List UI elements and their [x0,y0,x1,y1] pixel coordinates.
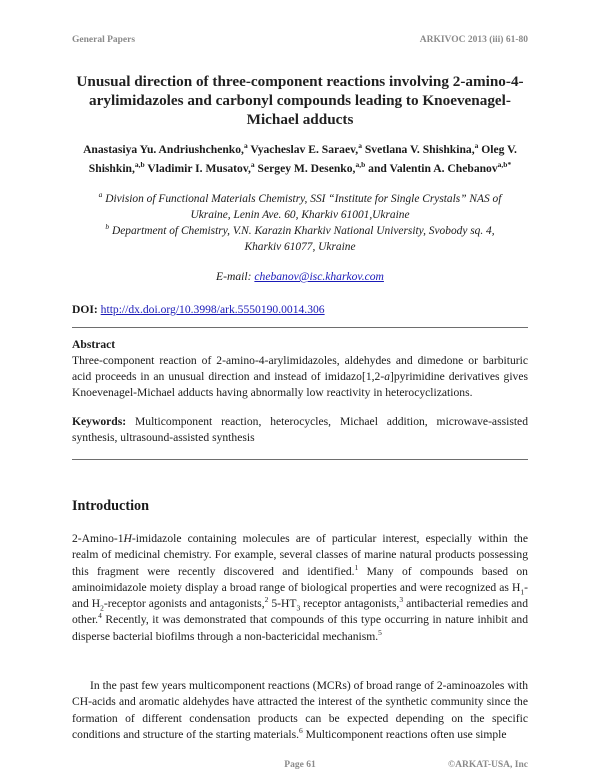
doi-link[interactable]: http://dx.doi.org/10.3998/ark.5550190.0014.306 [100,303,325,316]
author-name: Vyacheslav E. Saraev, [250,143,359,156]
subscript: 2 [100,603,104,613]
keywords [72,414,528,446]
footnote-ref: 6 [298,726,303,736]
text-run: -receptor agonists and antagonists, [103,597,265,611]
affiliation-mark: b [105,222,110,232]
abstract-heading: Abstract [72,338,116,351]
corresponding-email [72,270,528,283]
author-affil-mark: a [243,141,248,151]
doi-line [72,303,325,316]
text-run: 5-HT [268,597,297,611]
author-name: Vladimir I. Musatov, [147,162,251,175]
keywords-text: Multicomponent reaction, heterocycles, Michael addition, microwave-assisted synthesis, ultrasound-assisted synthesis [72,415,528,445]
article-title: Unusual direction of three-component reactions involving 2-amino-4-arylimidazoles and carbonyl compounds leading to Knoevenagel-Michael adducts [76,73,524,128]
text-run: 2-Amino-1 [72,532,124,545]
running-header-right: ARKIVOC 2013 (iii) 61-80 [419,35,528,45]
running-header-left: General Papers [72,35,136,45]
affiliation-b [90,223,510,255]
author-list [72,140,528,178]
abstract-text [72,353,528,402]
text-run-italic: H [123,532,132,545]
email-label: E-mail: [216,270,255,283]
text-run: -imidazole containing molecules are of particular interest, especially within the realm of medicinal chemistry. For example, several classes of marine natural products possessing this fragment were recently discovered and identified. [72,532,528,578]
author-affil-mark: a [358,141,362,151]
author-name: Oleg V. Shishkin, [88,143,517,175]
footnote-ref: 2 [264,595,269,605]
keywords-label: Keywords: [72,415,127,428]
introduction-heading: Introduction [72,498,149,514]
text-run: - and H [72,580,528,611]
abstract-top-divider [72,327,528,328]
author-affil-mark: a,b [355,160,366,170]
introduction-paragraph-1 [72,531,528,645]
doi-label: DOI: [72,303,101,316]
abstract-text-part: Three-component reaction of 2-amino-4-arylimidazoles, aldehydes and dimedone or barbituric acid proceeds in an unusual direction and instead of imidazo[1,2- [72,354,528,384]
text-run: antibacterial remedies and other. [72,597,528,627]
copyright-notice: ©ARKAT-USA, Inc [448,760,528,770]
abstract-text-italic: a [384,370,390,384]
abstract-text-part: ]pyrimidine derivatives gives Knoevenagel-Michael adducts having abnormally low reactivity in heterocyclizations. [72,370,528,400]
email-link[interactable]: chebanov@isc.kharkov.com [254,270,384,283]
introduction-paragraph-2 [72,678,528,743]
page-number: Page 61 [284,760,316,770]
author-name: Svetlana V. Shishkina, [364,143,475,156]
footnote-ref: 4 [98,611,102,621]
text-run: receptor antagonists, [300,597,400,611]
author-name: Sergey M. Desenko, [257,162,356,175]
subscript: 1 [520,587,525,597]
author-affil-mark: a,b [134,160,145,170]
footnote-ref: 5 [378,627,382,637]
author-name: Anastasiya Yu. Andriushchenko, [83,143,244,156]
affiliation-a [90,191,510,223]
affiliation-text: Department of Chemistry, V.N. Karazin Kharkiv National University, Svobody sq. 4, Kharkiv 61077, Ukraine [109,225,495,253]
author-affil-mark: a,b* [497,160,512,170]
abstract-bottom-divider [72,459,528,460]
text-run: Multicomponent reactions often use simple [302,727,507,741]
footnote-ref: 3 [399,595,404,605]
subscript: 3 [296,603,301,613]
text-run: Many of compounds based on aminoimidazole moiety display a broad range of biological properties and were recognized as H [72,564,528,594]
affiliation-text: Division of Functional Materials Chemistry, SSI “Institute for Single Crystals” NAS of Ukraine, Lenin Ave. 60, Kharkiv 61001,Ukraine [102,193,502,221]
text-run: In the past few years multicomponent reactions (MCRs) of broad range of 2-aminoazoles with CH-acids and aromatic aldehydes have attracted the interest of the synthetic community since the formation of different condensation products can be expected depending on the specific conditions and structure of the starting materials. [72,679,528,741]
affiliation-mark: a [98,190,103,200]
author-name: and Valentin A. Chebanov [368,162,498,175]
footnote-ref: 1 [354,562,359,572]
text-run: Recently, it was demonstrated that compounds of this type occurring in nature inhibit and disperse bacterial biofilms through a non-bactericidal mechanism. [72,613,528,643]
author-affil-mark: a [250,160,255,170]
author-affil-mark: a [474,141,479,151]
